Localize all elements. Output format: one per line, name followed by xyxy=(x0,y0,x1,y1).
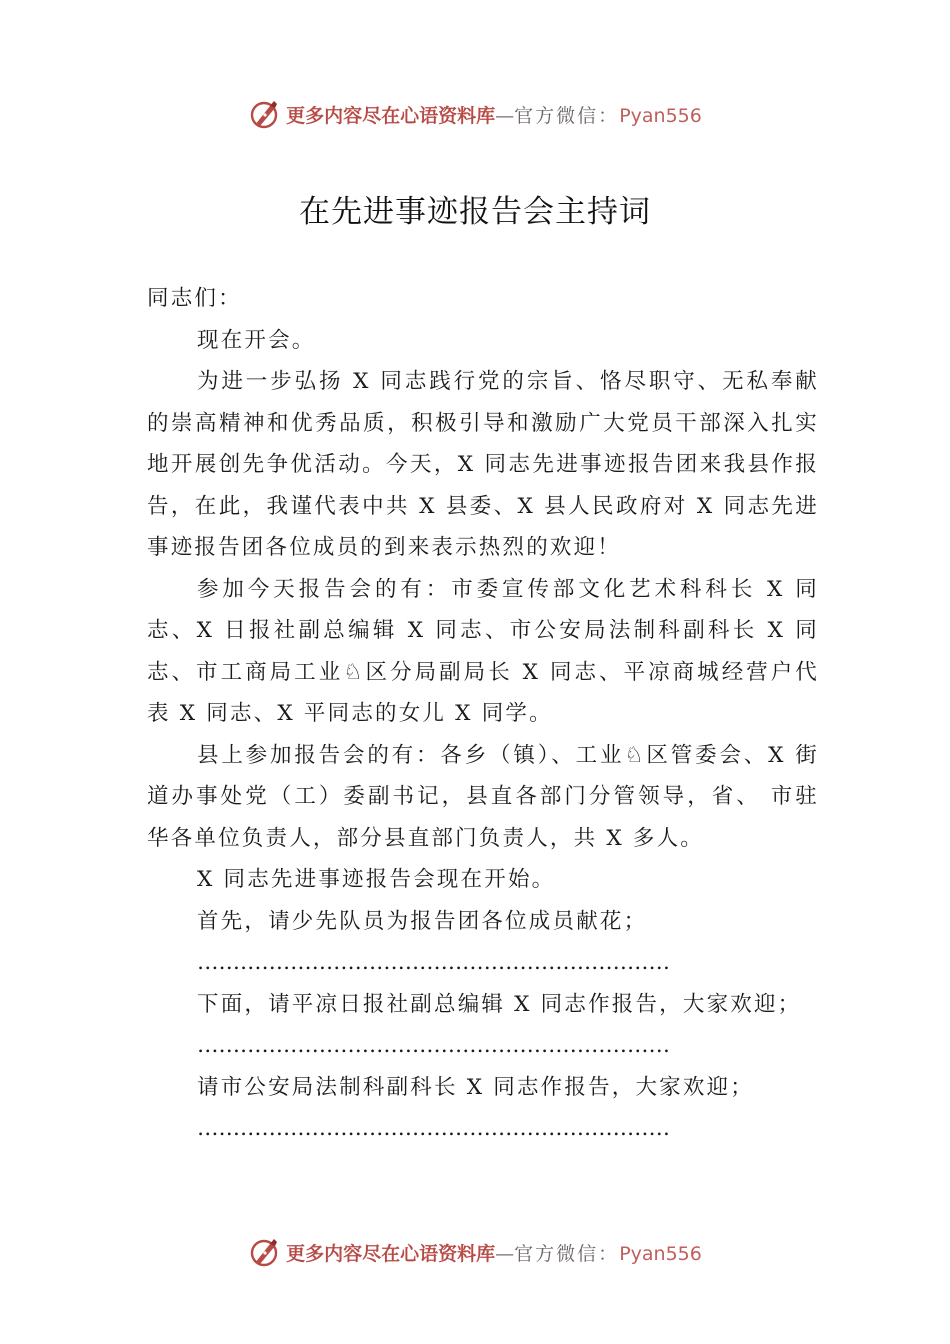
banner-wechat-label: 官方微信： xyxy=(514,1242,620,1265)
ellipsis-line: ………………………………………………………… xyxy=(197,950,670,975)
header-watermark-banner xyxy=(0,94,950,134)
pen-nib-logo-icon xyxy=(248,98,280,130)
banner-wechat-id: Pyan556 xyxy=(619,1242,702,1265)
greeting: 同志们： xyxy=(147,286,242,311)
banner-main-text: 更多内容尽在心语资料库 xyxy=(286,1242,496,1265)
paragraph: 下面，请平凉日报社副总编辑 X 同志作报告，大家欢迎； xyxy=(197,991,802,1017)
paragraph: 现在开会。 xyxy=(197,327,316,353)
paragraph: 请市公安局法制科副科长 X 同志作报告，大家欢迎； xyxy=(197,1074,754,1100)
banner-main-text: 更多内容尽在心语资料库 xyxy=(286,104,496,127)
banner-separator: — xyxy=(495,1242,515,1265)
footer-watermark-banner xyxy=(0,1232,950,1272)
ellipsis-line: ………………………………………………………… xyxy=(197,1033,670,1058)
paragraph: 县上参加报告会的有：各乡（镇）、工业♘区管委会、X 街道办事处党（工）委副书记，县直各部门分管领导，省、 市驻华各单位负责人，部分县直部门负责人，共 X 多人。 xyxy=(147,742,819,851)
paragraph: 参加今天报告会的有：市委宣传部文化艺术科科长 X 同志、X 日报社副总编辑 X 同志、市公安局法制科副科长 X 同志、市工商局工业♘区分局副局长 X 同志、平凉商城经营户代表 X 同志、X 平同志的女儿 X 同学。 xyxy=(147,576,819,726)
ellipsis-line: ………………………………………………………… xyxy=(197,1116,670,1141)
banner-wechat-label: 官方微信： xyxy=(514,104,620,127)
document-title: 在先进事迹报告会主持词 xyxy=(299,194,651,230)
banner-separator: — xyxy=(495,104,515,127)
pen-nib-logo-icon xyxy=(248,1236,280,1268)
banner-wechat-id: Pyan556 xyxy=(619,104,702,127)
document-body xyxy=(147,278,819,1150)
paragraph: 为进一步弘扬 X 同志践行党的宗旨、恪尽职守、无私奉献的崇高精神和优秀品质，积极引导和激励广大党员干部深入扎实地开展创先争优活动。今天，X 同志先进事迹报告团来我县作报告，在此，我谨代表中共 X 县委、X 县人民政府对 X 同志先进事迹报告团各位成员的到来表示热烈的欢迎！ xyxy=(147,369,819,560)
paragraph: X 同志先进事迹报告会现在开始。 xyxy=(197,867,556,892)
paragraph: 首先，请少先队员为报告团各位成员献花； xyxy=(197,908,648,934)
